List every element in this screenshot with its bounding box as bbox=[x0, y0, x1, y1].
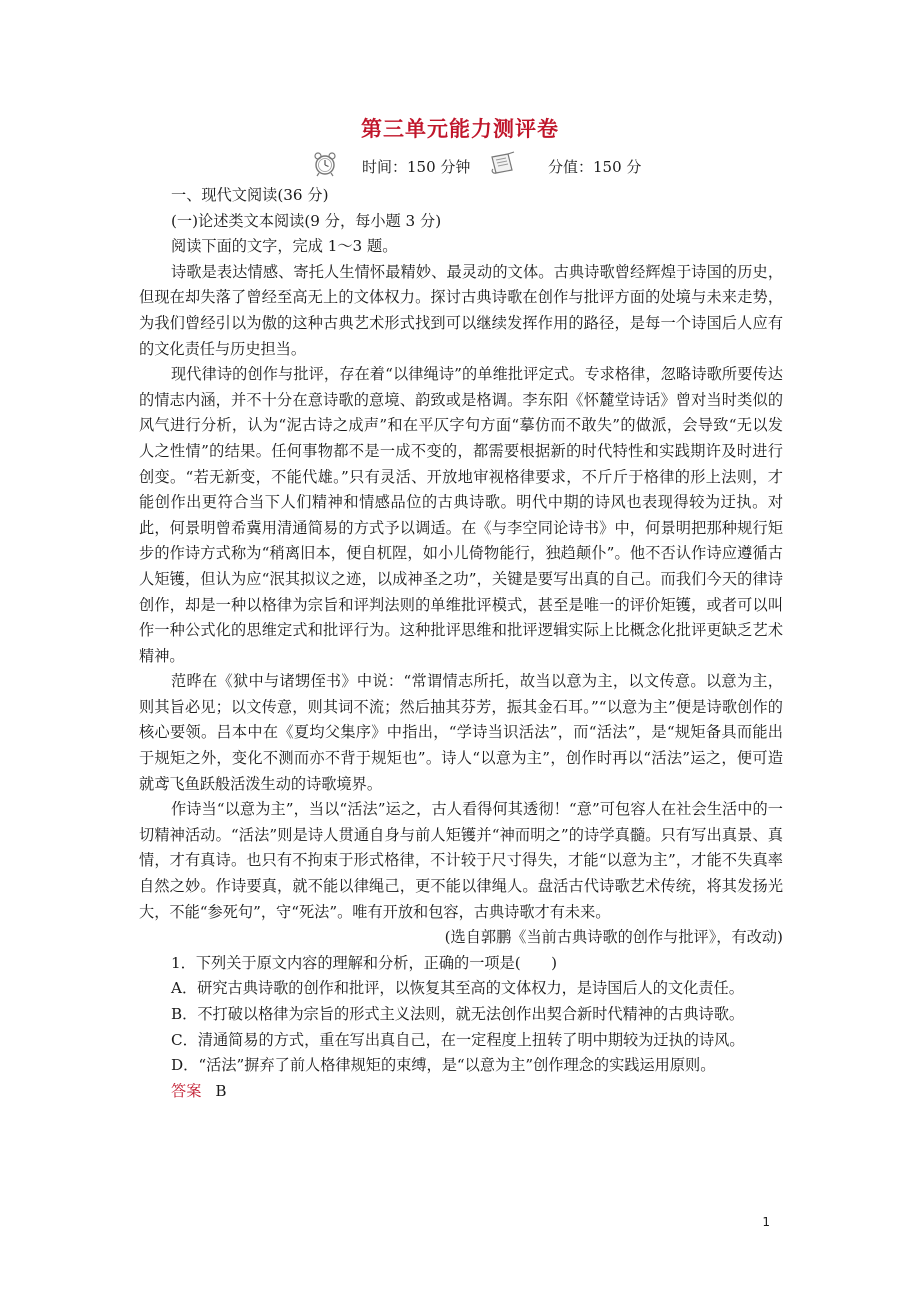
exam-meta bbox=[0, 151, 920, 181]
answer-line bbox=[139, 1079, 783, 1105]
passage-paragraph-4: 作诗当“以意为主”，当以“活法”运之，古人看得何其透彻！“意”可包容人在社会生活中的一切精神活动。“活法”则是诗人贯通自身与前人矩镬并“神而明之”的诗学真髓。只有写出真景、真情，才有真诗。也只有不拘束于形式格律，不计较于尺寸得失，才能“以意为主”，才能不失真率自然之妙。作诗要真，就不能以律绳己，更不能以律绳人。盘活古代诗歌艺术传统，将其发扬光大，不能“参死句”，守“死法”。唯有开放和包容，古典诗歌才有未来。 bbox=[139, 800, 783, 921]
section-heading: 一、现代文阅读(36 分) bbox=[171, 186, 329, 204]
scroll-paper-icon bbox=[488, 151, 516, 177]
exam-score: 分值：150 分 bbox=[548, 158, 642, 176]
page-title: 第三单元能力测评卷 bbox=[361, 116, 559, 141]
reading-instruction: 阅读下面的文字，完成 1～3 题。 bbox=[171, 237, 398, 256]
answer-value: B bbox=[215, 1081, 227, 1100]
question-option-b: B．不打破以格律为宗旨的形式主义法则，就无法创作出契合新时代精神的古典诗歌。 bbox=[171, 1005, 745, 1023]
passage-paragraph-2: 现代律诗的创作与批评，存在着“以律绳诗”的单维批评定式。专求格律，忽略诗歌所要传达的情志内涵，并不十分在意诗歌的意境、韵致或是格调。李东阳《怀麓堂诗话》曾对当时类似的风气进行分析，认为“泥古诗之成声”和在平仄字句方面“摹仿而不敢失”的做派，会导致“无以发人之性情”的结果。任何事物都不是一成不变的，都需要根据新的时代特性和实践期许及时进行创变。“若无新变，不能代雄。”只有灵活、开放地审视格律要求，不斤斤于格律的形上法则，才能创作出更符合当下人们精神和情感品位的古典诗歌。明代中期的诗风也表现得较为迂执。对此，何景明曾希冀用清通简易的方式予以调适。在《与李空同论诗书》中，何景明把那种规行矩步的作诗方式称为“稍离旧本，便自杌陧，如小儿倚物能行，独趋颠仆”。他不否认作诗应遵循古人矩镬，但认为应“泯其拟议之迹，以成神圣之功”，关键是要写出真的自己。而我们今天的律诗创作，却是一种以格律为宗旨和评判法则的单维批评模式，甚至是唯一的评价矩镬，或者可以叫作一种公式化的思维定式和批评行为。这种批评思维和批评逻辑实际上比概念化批评更缺乏艺术精神。 bbox=[139, 365, 783, 665]
question-option-d: D．“活法”摒弃了前人格律规矩的束缚，是“以意为主”创作理念的实践运用原则。 bbox=[171, 1056, 716, 1075]
alarm-clock-icon bbox=[312, 151, 338, 177]
question-option-a: A．研究古典诗歌的创作和批评，以恢复其至高的文体权力，是诗国后人的文化责任。 bbox=[171, 979, 744, 998]
exam-time: 时间：150 分钟 bbox=[362, 158, 471, 176]
question-option-c: C．清通简易的方式，重在写出真自己，在一定程度上扭转了明中期较为迂执的诗风。 bbox=[171, 1030, 745, 1049]
passage-paragraph-1: 诗歌是表达情感、寄托人生情怀最精妙、最灵动的文体。古典诗歌曾经辉煌于诗国的历史，但现在却失落了曾经至高无上的文体权力。探讨古典诗歌在创作与批评方面的处境与未来走势，为我们曾经引以为傲的这种古典艺术形式找到可以继续发挥作用的路径，是每一个诗国后人应有的文化责任与历史担当。 bbox=[139, 262, 783, 358]
passage-paragraph-3: 范晔在《狱中与诸甥侄书》中说：“常谓情志所托，故当以意为主，以文传意。以意为主，则其旨必见；以文传意，则其词不流；然后抽其芬芳，振其金石耳。”“以意为主”便是诗歌创作的核心要领。吕本中在《夏均父集序》中指出，“学诗当识活法”，而“活法”，是“规矩备具而能出于规矩之外，变化不测而亦不背于规矩也”。诗人“以意为主”，创作时再以“活法”运之，便可造就鸢飞鱼跃般活泼生动的诗歌境界。 bbox=[139, 672, 783, 793]
passage-source: (选自郭鹏《当前古典诗歌的创作与批评》，有改动) bbox=[444, 928, 783, 947]
sub-section-heading: (一)论述类文本阅读(9 分，每小题 3 分) bbox=[171, 211, 442, 230]
document-body bbox=[139, 183, 783, 1104]
question-stem: 1．下列关于原文内容的理解和分析，正确的一项是( ) bbox=[171, 953, 558, 972]
page-number: 1 bbox=[762, 1215, 770, 1229]
answer-label: 答案 bbox=[171, 1081, 202, 1100]
